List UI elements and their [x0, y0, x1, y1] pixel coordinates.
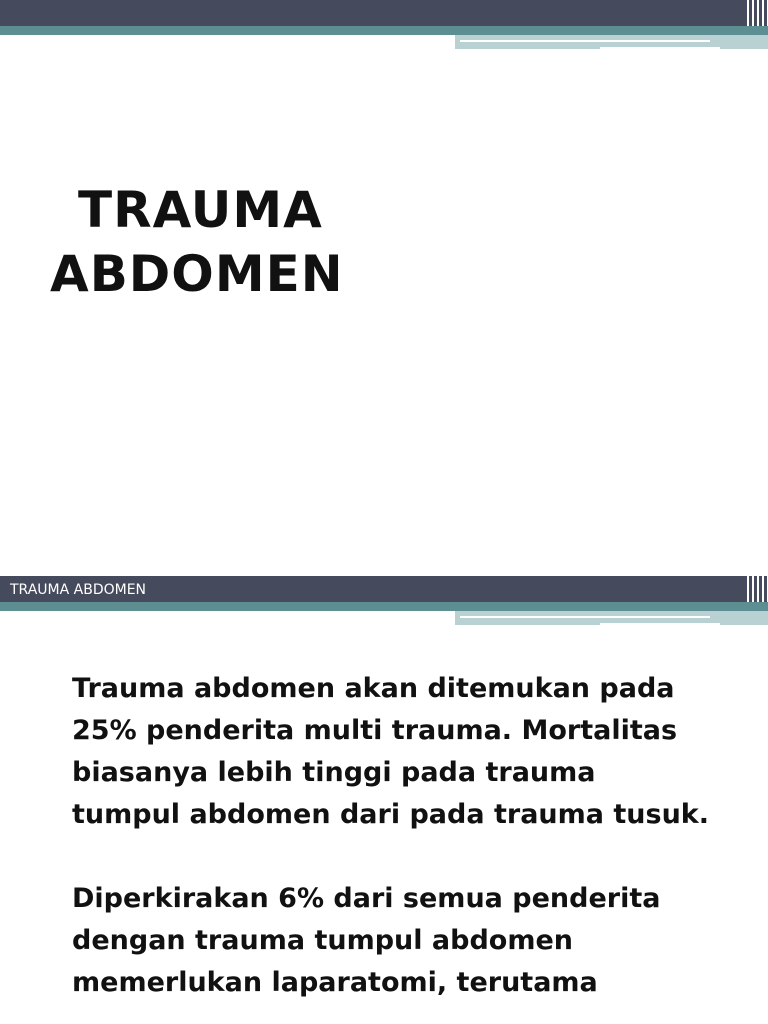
header-title: TRAUMA ABDOMEN: [10, 582, 147, 598]
header-dark-bar: [0, 0, 744, 26]
title-line: TRAUMA: [78, 181, 323, 239]
body-paragraph: Trauma abdomen akan ditemukan pada 25% penderita multi trauma. Mortalitas biasanya lebih tinggi pada trauma tumpul abdomen dari pada trauma tusuk.: [72, 673, 710, 830]
header-band: [0, 0, 768, 52]
header-band: [0, 576, 768, 628]
header-accent-line: [460, 40, 710, 42]
header-stripes: [744, 576, 768, 602]
header-accent-line: [600, 47, 720, 49]
header-teal-bar: [0, 26, 768, 35]
header-accent-line: [600, 623, 720, 625]
slide-body: [72, 668, 712, 1024]
slide-title: [50, 178, 344, 306]
header-accent-line: [460, 616, 710, 618]
header-stripes: [744, 0, 768, 26]
content-slide: [0, 576, 768, 1024]
body-paragraph: Diperkirakan 6% dari semua penderita dengan trauma tumpul abdomen memerlukan laparatomi, terutama: [72, 883, 661, 998]
header-teal-bar: [0, 602, 768, 611]
title-line: ABDOMEN: [50, 245, 344, 303]
